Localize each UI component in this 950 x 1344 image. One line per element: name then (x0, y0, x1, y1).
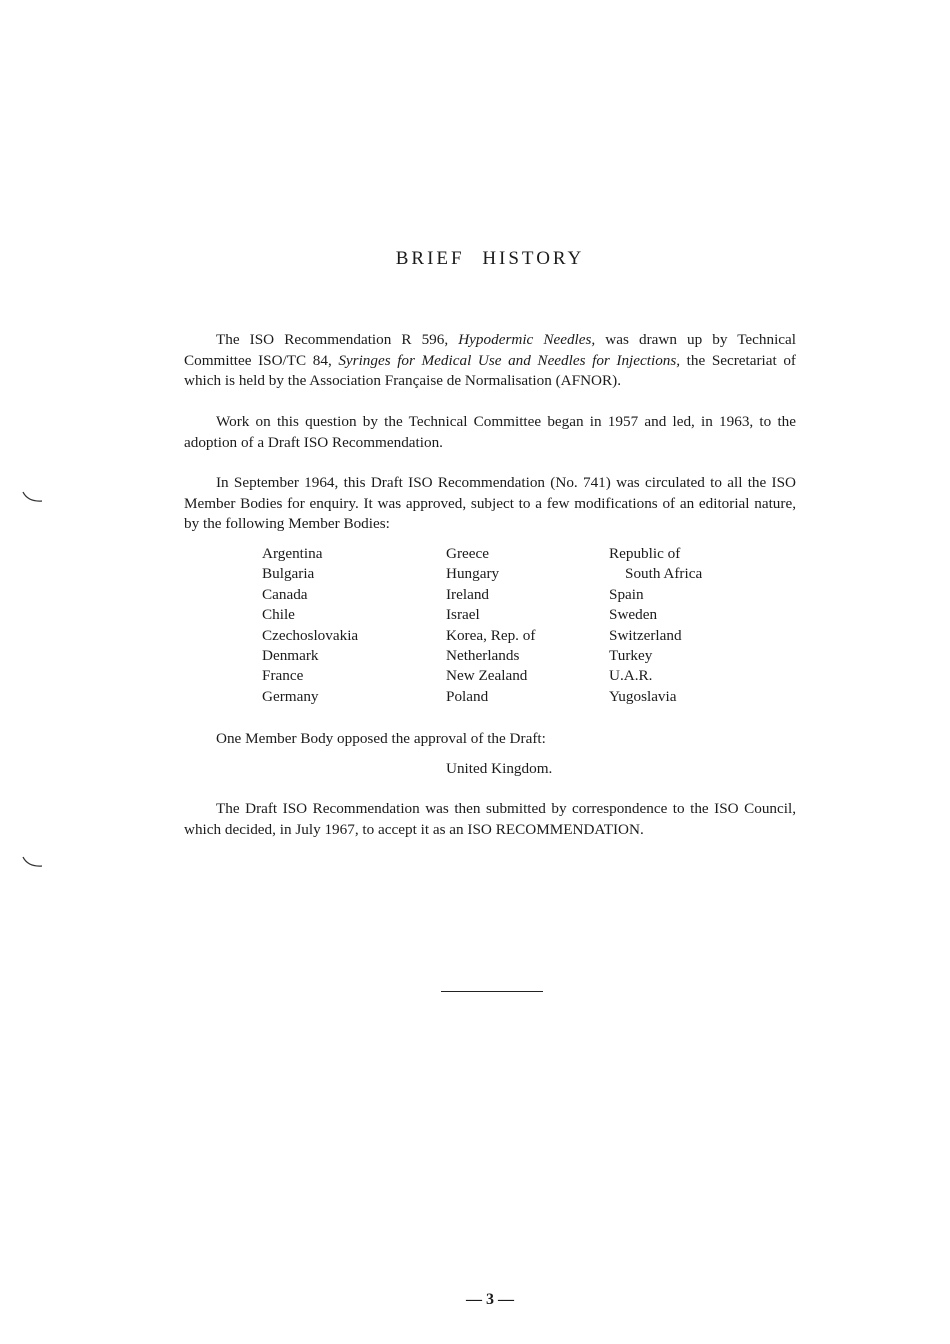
member-body: Hungary (446, 565, 500, 583)
member-body: France (262, 667, 304, 685)
member-body: Korea, Rep. of (446, 626, 536, 644)
binding-mark-icon (22, 855, 44, 869)
member-body: Denmark (262, 647, 319, 665)
member-body: Canada (262, 585, 308, 603)
paragraph-origin (184, 330, 796, 392)
member-body: South Africa (625, 565, 703, 583)
member-body: Chile (262, 606, 295, 624)
member-body: Yugoslavia (609, 687, 677, 705)
paragraph-text: was drawn up by Technical Committee ISO/TC 84, (184, 331, 797, 369)
recommendation-title: Hypodermic Needles, (458, 331, 596, 348)
member-body: Argentina (262, 545, 323, 562)
member-body: Ireland (446, 585, 490, 603)
member-body: Turkey (609, 647, 653, 665)
binding-mark-icon (22, 490, 44, 504)
member-body: Spain (609, 585, 644, 603)
member-body: U.A.R. (609, 667, 653, 685)
member-body: Germany (262, 687, 319, 705)
member-body: Sweden (609, 606, 658, 624)
member-bodies-column (262, 544, 462, 707)
member-body: Republic of (609, 545, 681, 562)
committee-title: Syringes for Medical Use and Needles for Injections, (338, 351, 681, 369)
member-body: Czechoslovakia (262, 626, 359, 644)
paragraph-text: The ISO Recommendation R 596, (216, 331, 459, 348)
member-body: Bulgaria (262, 565, 315, 583)
paragraph-enquiry: In September 1964, this Draft ISO Recommendation (No. 741) was circulated to all the ISO Member Bodies for enquiry. It was approved, subject to a few modifications of an editorial nature, by the following Member Bodies: (184, 474, 796, 532)
member-body: Israel (446, 606, 480, 624)
paragraph-work: Work on this question by the Technical Committee began in 1957 and led, in 1963, to the adoption of a Draft ISO Recommendation. (184, 413, 796, 451)
paragraph-acceptance: The Draft ISO Recommendation was then submitted by correspondence to the ISO Council, which decided, in July 1967, to accept it as an ISO RECOMMENDATION. (184, 800, 796, 838)
member-body: New Zealand (446, 667, 528, 685)
page-title: BRIEF HISTORY (395, 248, 585, 269)
section-divider (441, 991, 543, 992)
member-body: Netherlands (446, 647, 520, 665)
member-body: Switzerland (609, 626, 682, 644)
page-number: — 3 — (466, 1291, 514, 1308)
member-body: Poland (446, 687, 489, 705)
paragraph-text: the Secretariat of which is held by the Association Française de Normalisation (AFNOR). (184, 351, 796, 389)
member-bodies-column (609, 544, 809, 707)
member-body: Greece (446, 545, 489, 562)
opposed-intro: One Member Body opposed the approval of the Draft: (216, 730, 546, 747)
opposed-member-body: United Kingdom. (446, 760, 553, 777)
